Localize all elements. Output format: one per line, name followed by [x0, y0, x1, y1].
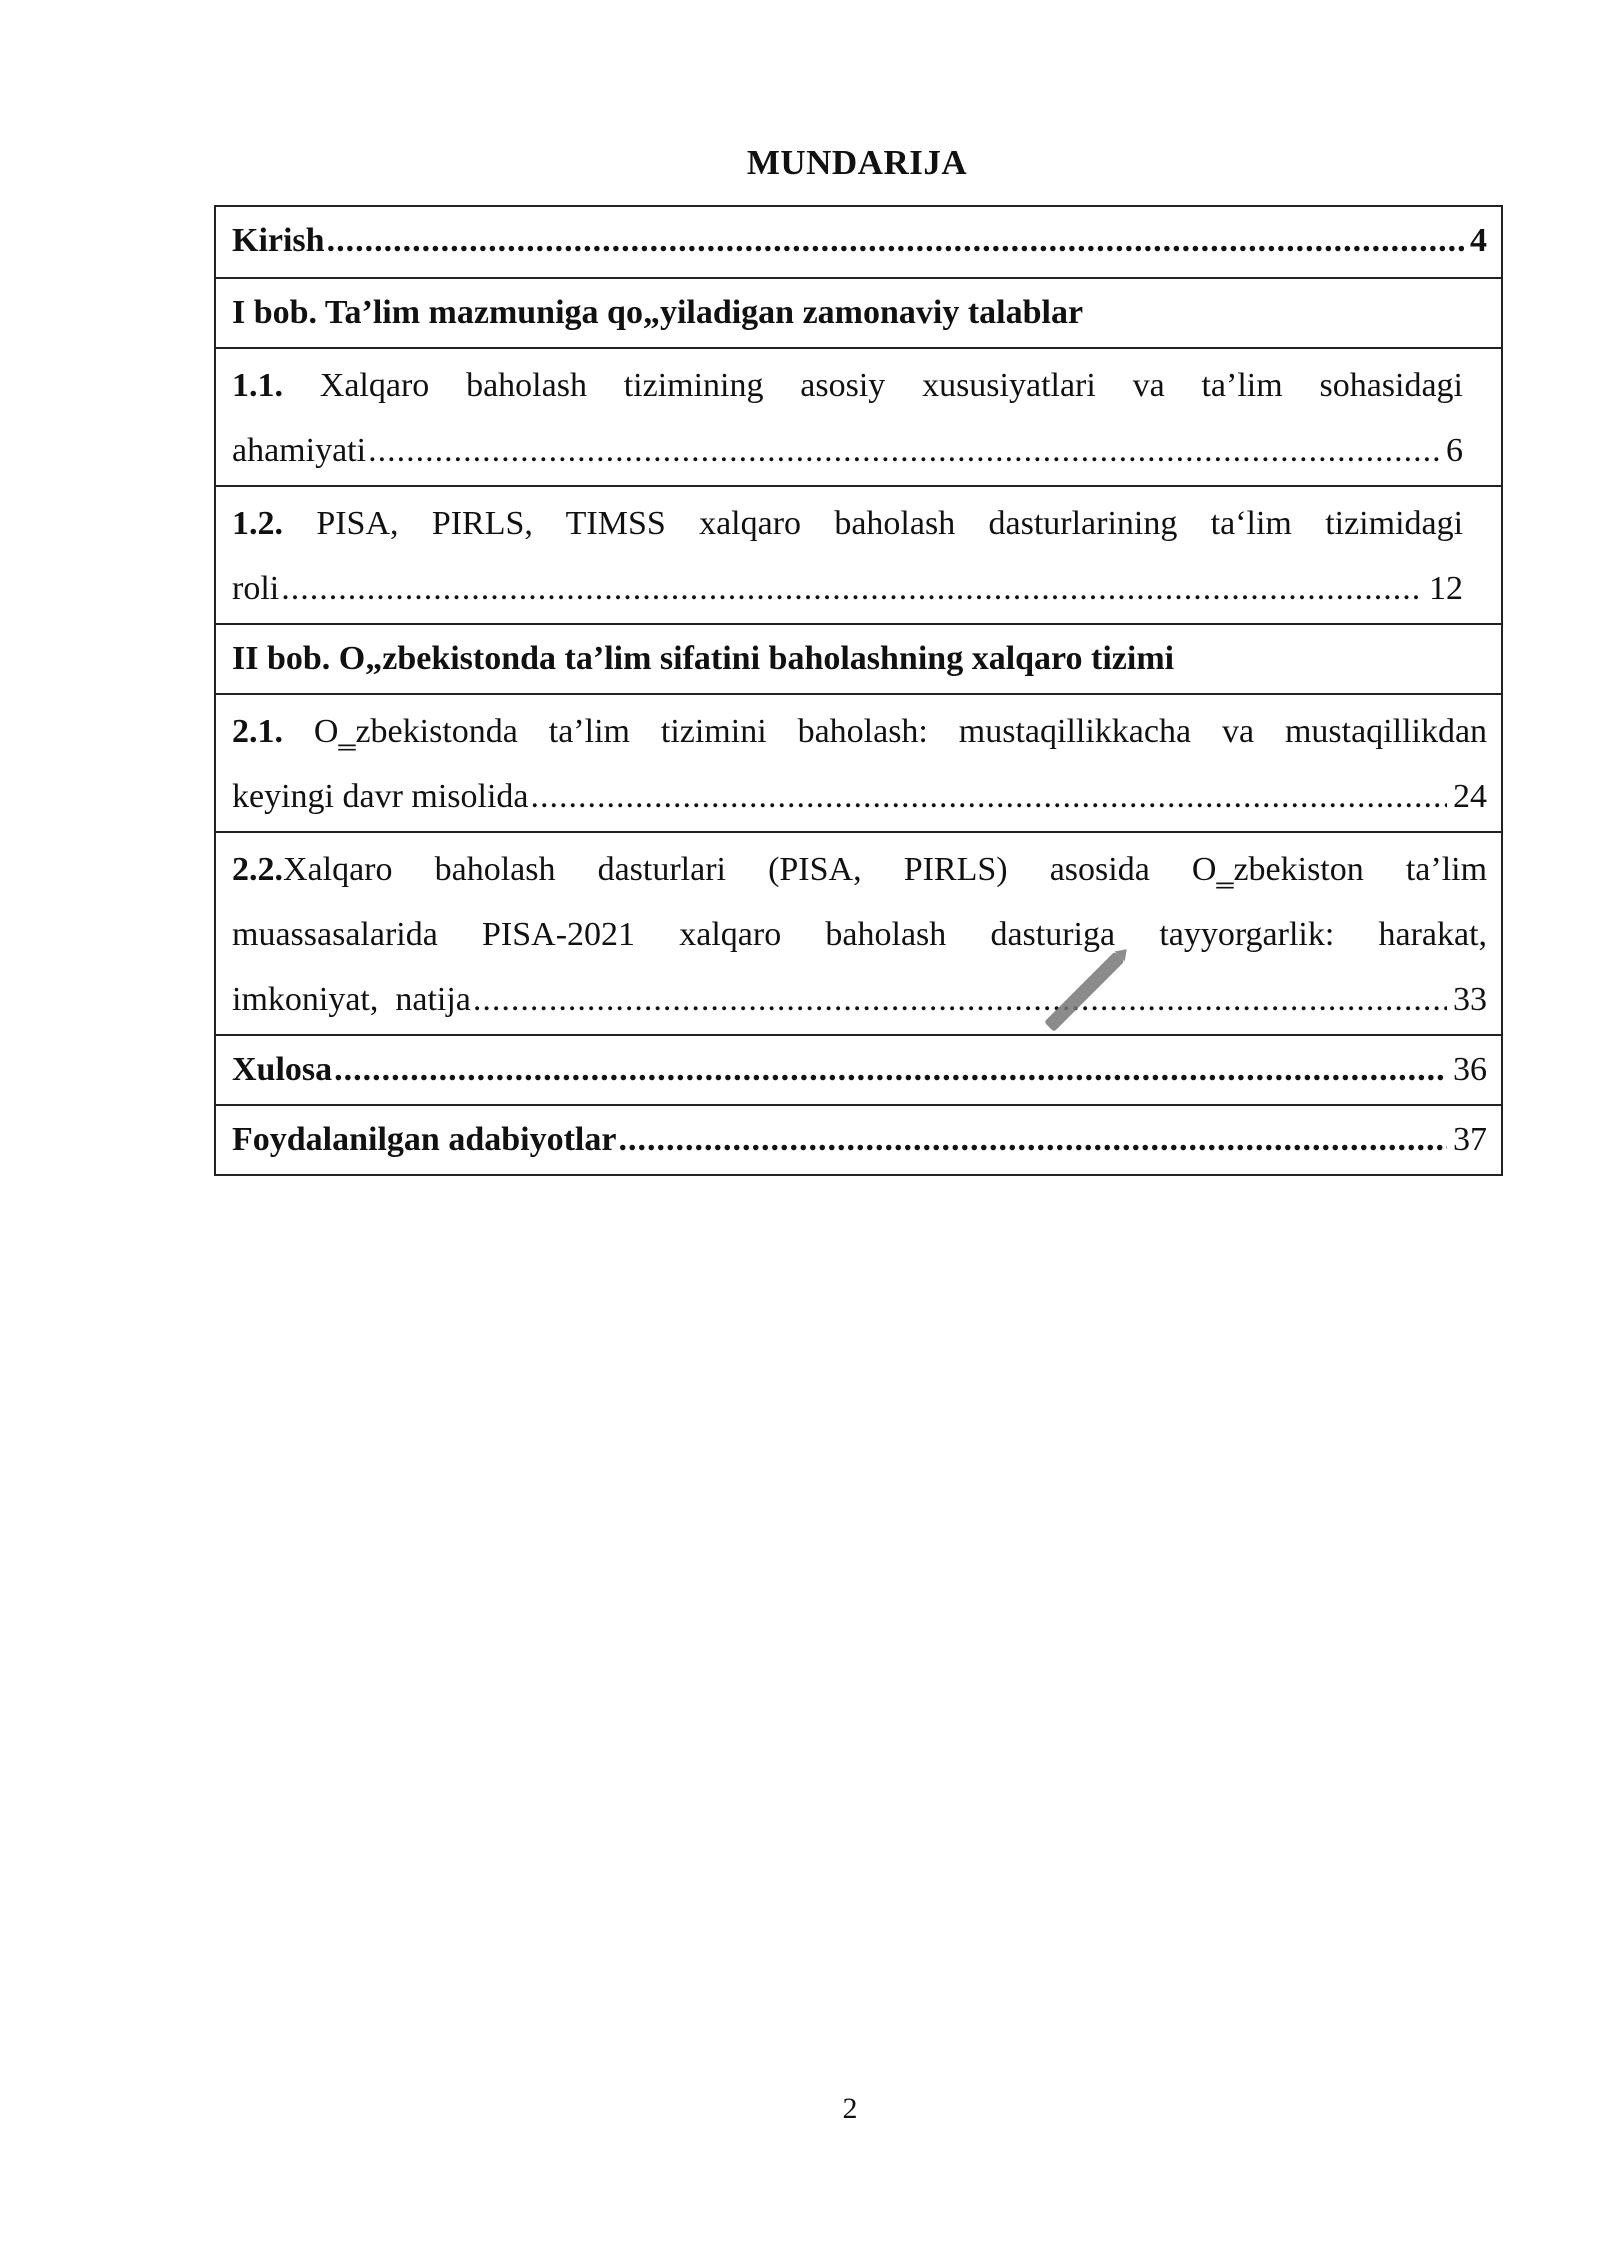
toc-number-2-2: 2.2. — [232, 851, 283, 888]
toc-row-chapter-2 — [216, 623, 1501, 693]
toc-row-adabiyotlar — [216, 1104, 1501, 1174]
toc-dot-leader — [618, 1106, 1447, 1174]
toc-label-2-2-cont: imkoniyat, natija — [232, 981, 471, 1018]
toc-page-2-1: 24 — [1453, 778, 1487, 815]
toc-row-chapter-1 — [216, 277, 1501, 347]
toc-number-2-1: 2.1. — [232, 713, 283, 750]
toc-number-1-2: 1.2. — [232, 505, 283, 542]
toc-dot-leader — [368, 418, 1440, 483]
toc-row-section-1-1: 1.1. Xalqaro baholash tizimining asosiy xususiyatlari va ta’lim sohasidagi ahamiyati ..... 6 — [216, 347, 1501, 485]
toc-label-chapter-2: II bob. O„zbekistonda ta’lim sifatini baholashning xalqaro tizimi — [232, 640, 1175, 677]
toc-page-kirish: 4 — [1470, 222, 1487, 259]
toc-label-1-2-cont: roli — [232, 570, 280, 607]
toc-dot-leader — [327, 207, 1464, 275]
toc-label-xulosa: Xulosa — [232, 1051, 333, 1088]
toc-number-1-1: 1.1. — [232, 367, 283, 404]
toc-dot-leader — [473, 967, 1447, 1032]
toc-row-section-1-2: 1.2. PISA, PIRLS, TIMSS xalqaro baholash dasturlarining ta‘lim tizimidagi roli ..... 12 — [216, 485, 1501, 623]
toc-label-1-1-cont: ahamiyati — [232, 432, 367, 469]
page-number: 2 — [842, 2092, 858, 2125]
toc-page-adabiyotlar: 37 — [1453, 1121, 1487, 1158]
toc-page-1-2: 12 — [1429, 570, 1463, 607]
toc-dot-leader — [531, 764, 1447, 829]
toc-label-2-1-cont: keyingi davr misolida — [232, 778, 529, 815]
document-title: MUNDARIJA — [746, 143, 968, 182]
table-of-contents — [214, 205, 1503, 1176]
toc-label-adabiyotlar: Foydalanilgan adabiyotlar — [232, 1121, 617, 1158]
toc-page-xulosa: 36 — [1453, 1051, 1487, 1088]
toc-label-chapter-1: I bob. Ta’lim mazmuniga qo„yiladigan zamonaviy talablar — [232, 294, 1084, 331]
toc-dot-leader — [334, 1036, 1447, 1104]
toc-row-xulosa — [216, 1034, 1501, 1104]
toc-page-2-2: 33 — [1453, 981, 1487, 1018]
toc-row-kirish — [216, 207, 1501, 277]
toc-dot-leader — [281, 556, 1423, 621]
toc-label-kirish: Kirish — [232, 222, 325, 259]
toc-row-section-2-2: 2.2.Xalqaro baholash dasturlari (PISA, PIRLS) asosida O‗zbekiston ta’lim muassasalarida PISA-2021 xalqaro baholash dasturiga tayyorgarlik: harakat, imkoniyat, natija ..... 33 — [216, 831, 1501, 1034]
toc-row-section-2-1: 2.1. O‗zbekistonda ta’lim tizimini baholash: mustaqillikkacha va mustaqillikdan keyingi davr misolida ..... 24 — [216, 693, 1501, 831]
toc-page-1-1: 6 — [1446, 432, 1463, 469]
